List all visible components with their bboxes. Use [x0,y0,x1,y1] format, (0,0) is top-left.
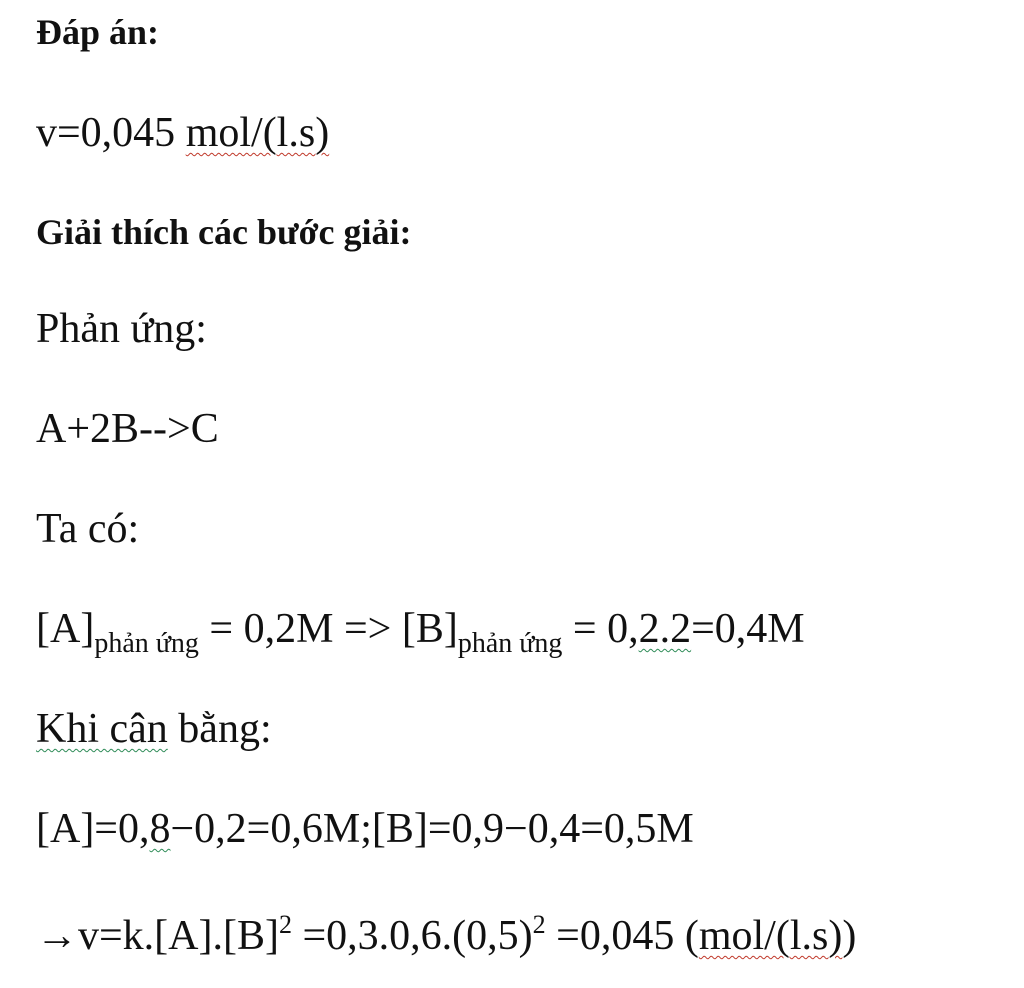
equilibrium-suffix: −0,2=0,6M;[B]=0,9−0,4=0,5M [170,806,694,852]
explain-heading [36,214,412,250]
reaction-label [36,308,207,350]
a-reacted-value: = 0,2M => [B] [198,606,458,652]
a-reacted-symbol: [A] [36,606,95,652]
reaction-equation-text: A+2B-->C [36,406,219,452]
rate-part-3: =0,045 ( [545,913,699,959]
equilibrium-concentration-line [36,808,694,850]
answer-heading-text: Đáp án: [36,12,160,52]
equilibrium-squiggle: 8 [149,806,171,852]
given-label [36,508,139,550]
rate-part-2: =0,3.0,6.(0,5) [291,913,533,959]
answer-heading [36,14,159,50]
b-reacted-prefix: = 0, [562,606,639,652]
reaction-equation [36,408,219,450]
answer-value-prefix: v=0,045 [36,110,186,156]
reacted-concentration-line [36,608,805,658]
b-reacted-subscript: phản ứng [457,628,563,659]
equilibrium-prefix: [A]=0, [36,806,150,852]
rate-unit: mol/(l.s) [698,913,843,959]
answer-value-unit: mol/(l.s) [185,110,330,156]
b-reacted-squiggle: 2.2 [638,606,692,652]
equilibrium-label [36,708,272,750]
equilibrium-label-rest: bằng: [167,706,272,752]
rate-part-4: ) [842,913,857,959]
a-reacted-subscript: phản ứng [94,628,199,659]
given-label-text: Ta có: [36,506,140,552]
rate-calculation-line [36,912,856,957]
b-reacted-suffix: =0,4M [691,606,805,652]
equilibrium-label-squiggle: Khi cân [36,706,168,752]
explain-heading-text: Giải thích các bước giải: [36,212,412,252]
rate-sup-1: 2 [278,910,292,939]
rate-part-1: →v=k.[A].[B] [36,913,279,959]
rate-sup-2: 2 [532,910,546,939]
answer-value [36,112,329,154]
reaction-label-text: Phản ứng: [36,306,207,352]
